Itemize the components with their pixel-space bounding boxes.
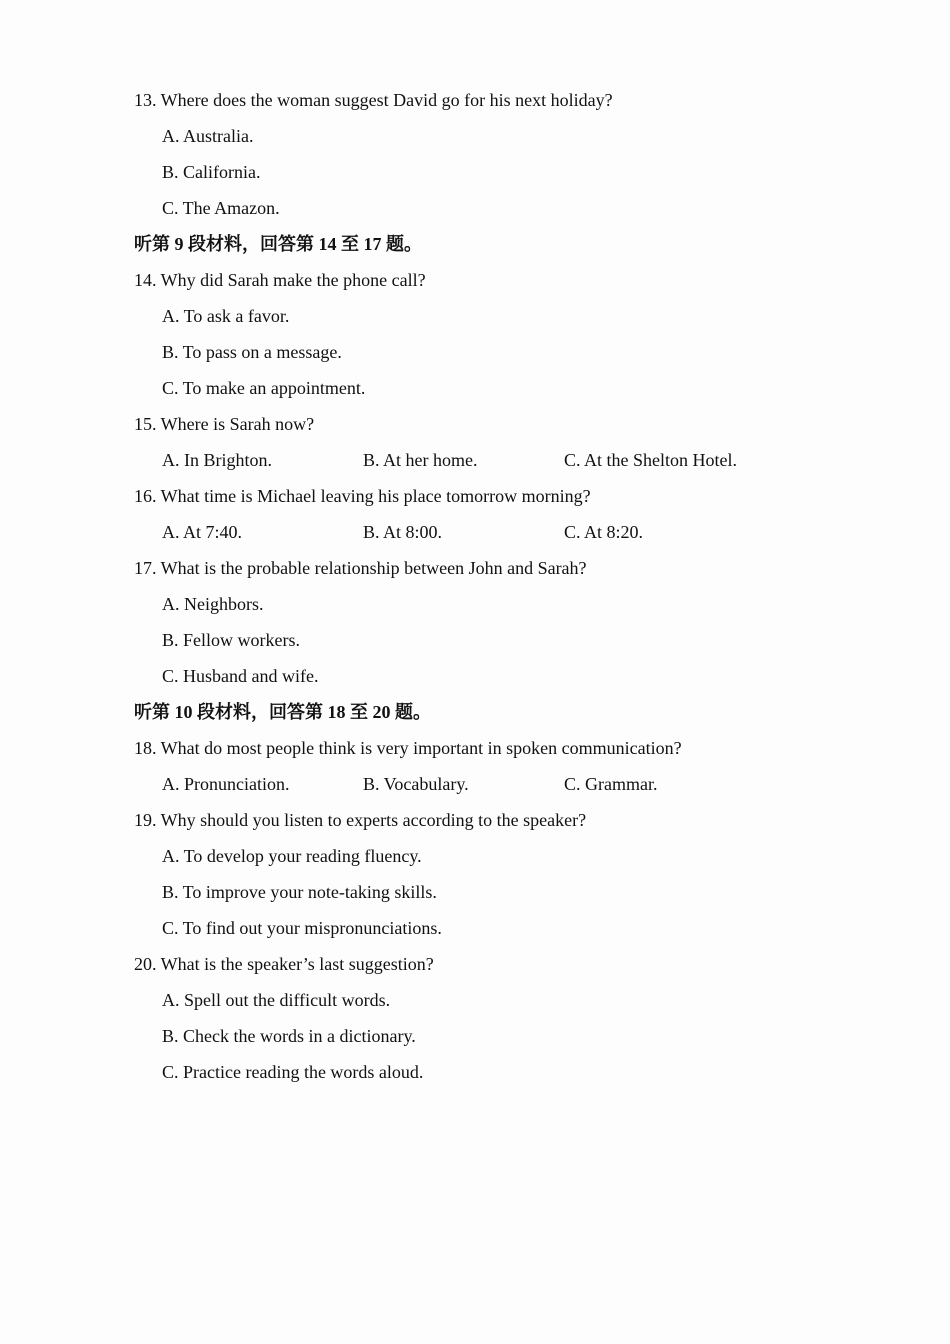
q18-option-a: A. Pronunciation.: [162, 774, 290, 794]
q15-option-c: C. At the Shelton Hotel.: [564, 450, 737, 470]
q20-option-b: B. Check the words in a dictionary.: [162, 1026, 416, 1046]
q16-option-a: A. At 7:40.: [162, 522, 243, 542]
q20-option-a: A. Spell out the difficult words.: [162, 990, 391, 1010]
q17-option-a: A. Neighbors.: [162, 594, 264, 614]
q14-option-a: A. To ask a favor.: [162, 306, 290, 326]
question-13: 13. Where does the woman suggest David go for his next holiday?: [134, 90, 613, 110]
question-18: 18. What do most people think is very important in spoken communication?: [134, 738, 682, 758]
q18-option-b: B. Vocabulary.: [363, 774, 469, 794]
q16-option-c: C. At 8:20.: [564, 522, 644, 542]
q17-option-c: C. Husband and wife.: [162, 666, 319, 686]
q18-option-c: C. Grammar.: [564, 774, 658, 794]
q15-option-b: B. At her home.: [363, 450, 478, 470]
q13-option-b: B. California.: [162, 162, 261, 182]
q17-option-b: B. Fellow workers.: [162, 630, 300, 650]
question-17: 17. What is the probable relationship between John and Sarah?: [134, 558, 587, 578]
question-19: 19. Why should you listen to experts according to the speaker?: [134, 810, 587, 830]
question-15: 15. Where is Sarah now?: [134, 414, 315, 434]
section-heading-9: 听第 9 段材料，回答第 14 至 17 题。: [134, 234, 422, 254]
question-16: 16. What time is Michael leaving his place tomorrow morning?: [134, 486, 591, 506]
q19-option-a: A. To develop your reading fluency.: [162, 846, 422, 866]
q15-options: [134, 442, 834, 478]
q14-option-b: B. To pass on a message.: [162, 342, 342, 362]
q19-option-c: C. To find out your mispronunciations.: [162, 918, 442, 938]
q18-options: [134, 766, 834, 802]
q16-options: [134, 514, 834, 550]
question-20: 20. What is the speaker’s last suggestion?: [134, 954, 434, 974]
question-14: 14. Why did Sarah make the phone call?: [134, 270, 426, 290]
q13-option-c: C. The Amazon.: [162, 198, 280, 218]
q14-option-c: C. To make an appointment.: [162, 378, 366, 398]
q15-option-a: A. In Brighton.: [162, 450, 272, 470]
listening-questions: [134, 82, 834, 1090]
q16-option-b: B. At 8:00.: [363, 522, 443, 542]
q13-option-a: A. Australia.: [162, 126, 254, 146]
q20-option-c: C. Practice reading the words aloud.: [162, 1062, 424, 1082]
section-heading-10: 听第 10 段材料，回答第 18 至 20 题。: [134, 702, 431, 722]
q19-option-b: B. To improve your note-taking skills.: [162, 882, 437, 902]
